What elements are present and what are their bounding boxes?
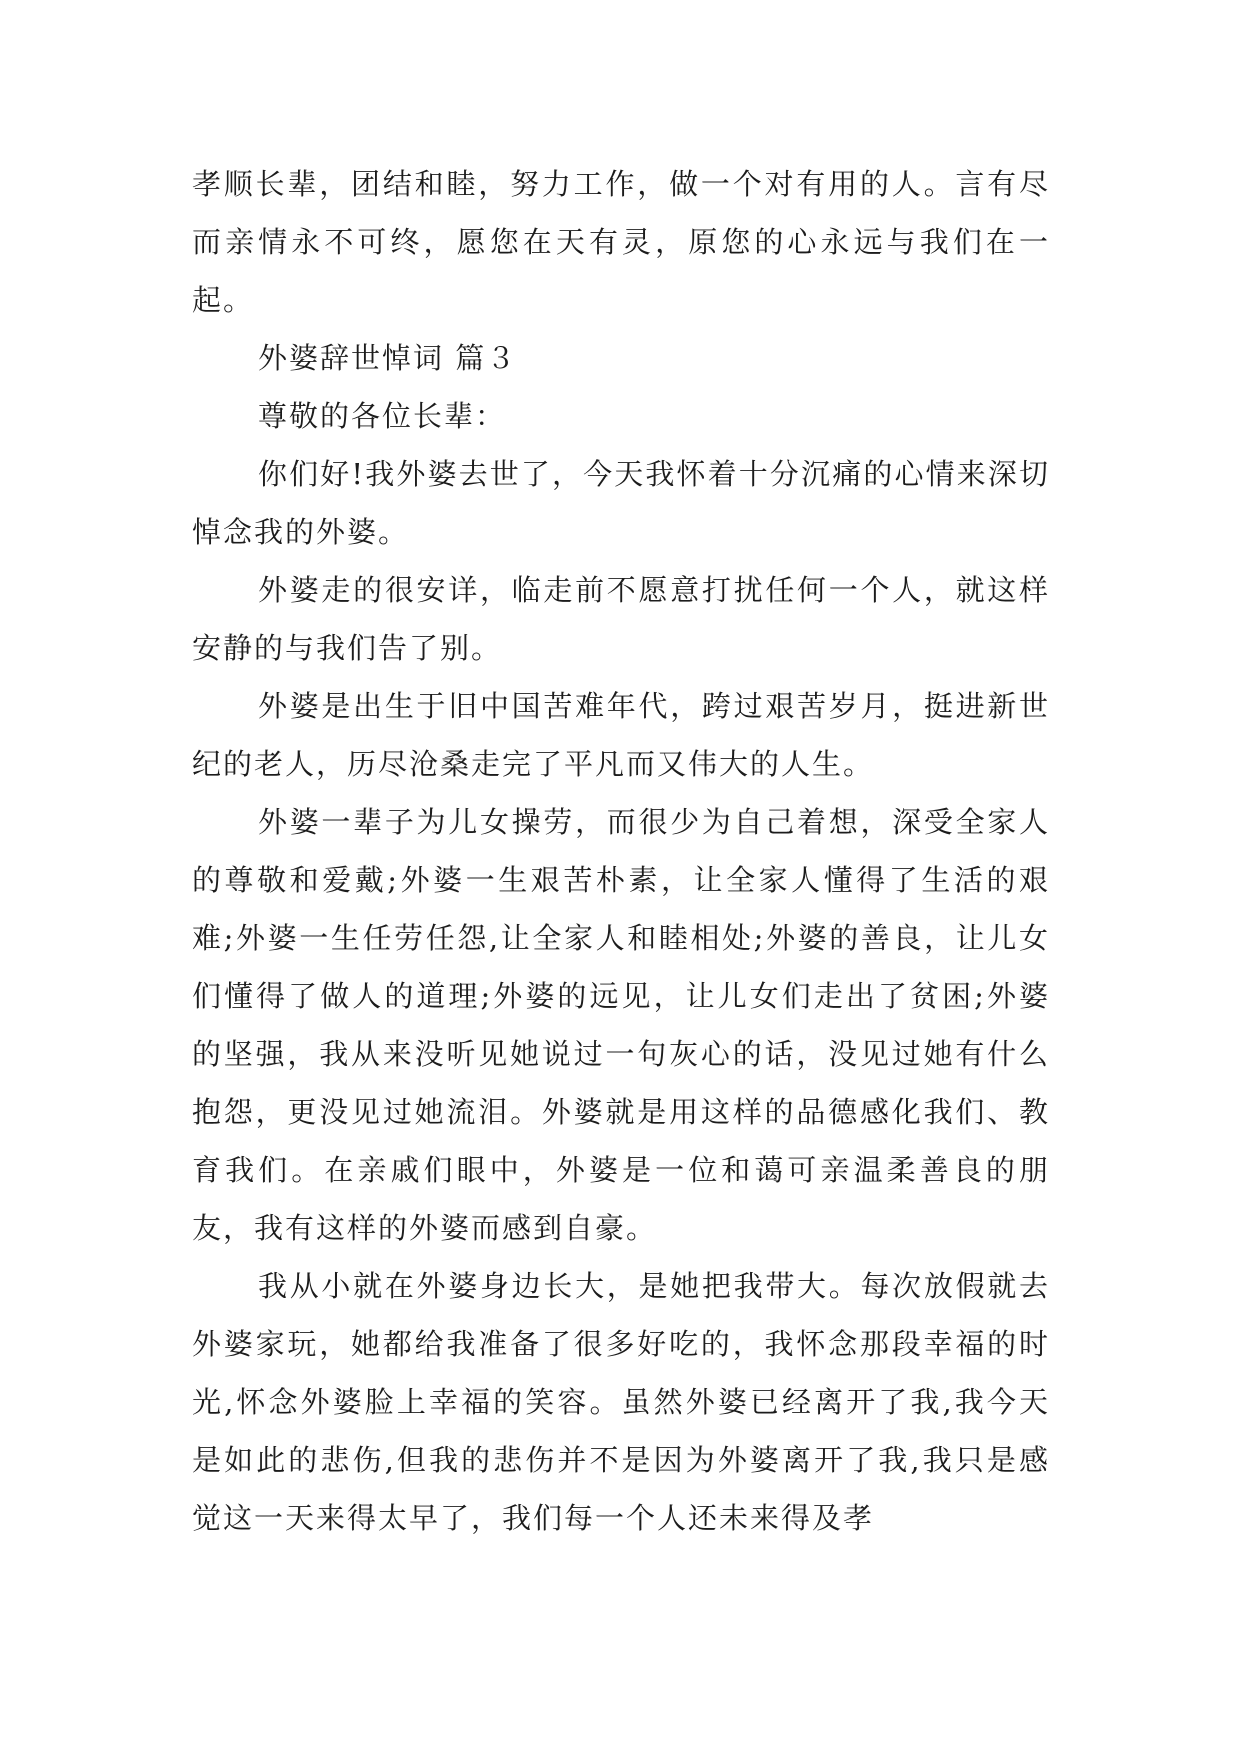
paragraph: 外婆是出生于旧中国苦难年代，跨过艰苦岁月，挺进新世纪的老人，历尽沧桑走完了平凡而又伟大的人生。 — [192, 689, 1050, 781]
paragraph: 外婆一辈子为儿女操劳，而很少为自己着想，深受全家人的尊敬和爱戴;外婆一生艰苦朴素，让全家人懂得了生活的艰难;外婆一生任劳任怨,让全家人和睦相处;外婆的善良，让儿女们懂得了做人的道理;外婆的远见，让儿女们走出了贫困;外婆的坚强，我从来没听见她说过一句灰心的话，没见过她有什么抱怨，更没见过她流泪。外婆就是用这样的品德感化我们、教育我们。在亲戚们眼中，外婆是一位和蔼可亲温柔善良的朋友，我有这样的外婆而感到自豪。 — [192, 805, 1050, 1245]
salutation: 尊敬的各位长辈： — [258, 399, 507, 433]
paragraph-continuation: 孝顺长辈，团结和睦，努力工作，做一个对有用的人。言有尽而亲情永不可终，愿您在天有灵，原您的心永远与我们在一起。 — [192, 167, 1050, 317]
section-heading: 外婆辞世悼词 篇３ — [258, 341, 518, 375]
paragraph: 我从小就在外婆身边长大，是她把我带大。每次放假就去外婆家玩，她都给我准备了很多好吃的，我怀念那段幸福的时光,怀念外婆脸上幸福的笑容。虽然外婆已经离开了我,我今天是如此的悲伤,但我的悲伤并不是因为外婆离开了我,我只是感觉这一天来得太早了，我们每一个人还未来得及孝 — [192, 1269, 1050, 1535]
paragraph: 你们好!我外婆去世了，今天我怀着十分沉痛的心情来深切悼念我的外婆。 — [192, 457, 1050, 549]
paragraph: 外婆走的很安详，临走前不愿意打扰任何一个人，就这样安静的与我们告了别。 — [192, 573, 1050, 665]
document-page — [192, 155, 1050, 1547]
